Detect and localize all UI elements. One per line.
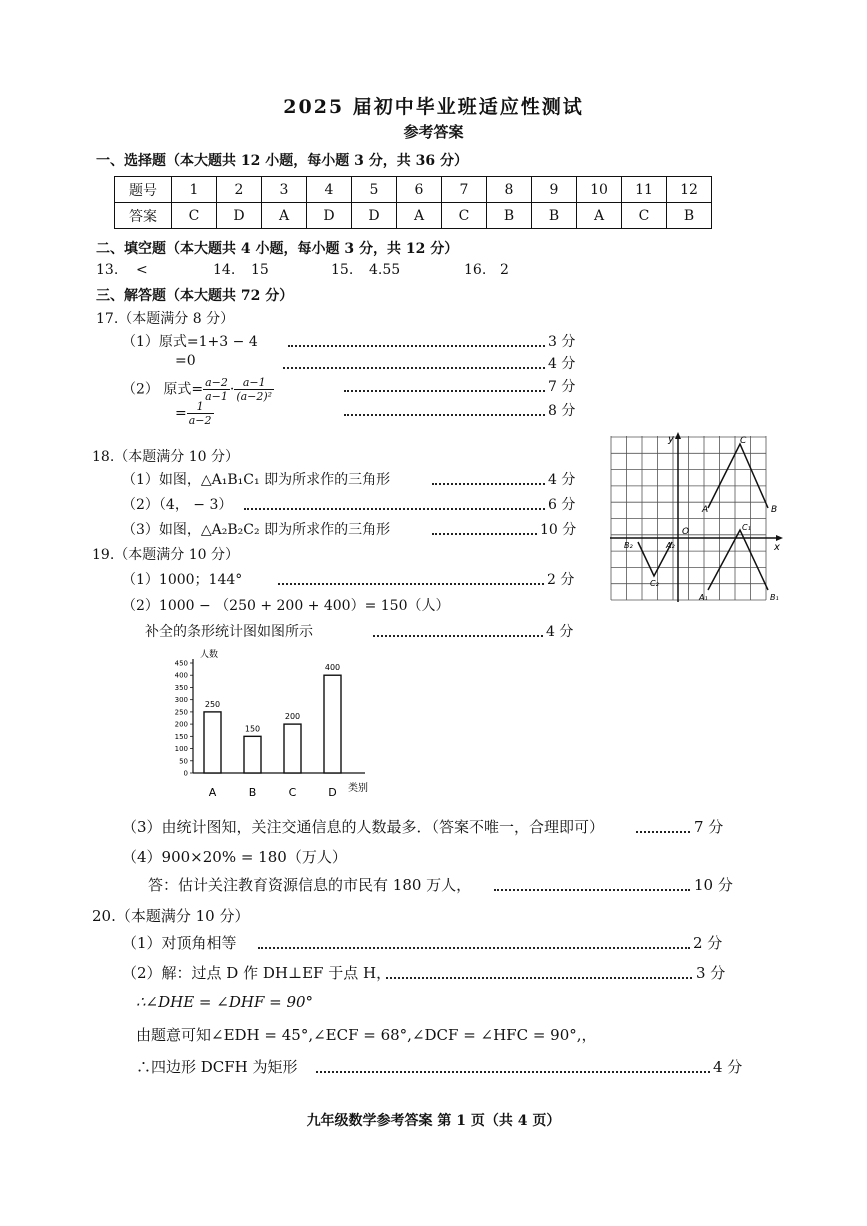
page-footer: 九年级数学参考答案 第 1 页（共 4 页） [306, 1113, 561, 1129]
table-cell: 9 [532, 177, 577, 203]
point-b-label: B [771, 505, 778, 515]
table-cell: 7 [442, 177, 487, 203]
q19-part2b: 补全的条形统计图如图所示 [145, 624, 313, 640]
table-cell: A [262, 203, 307, 229]
x-axis-arrow [776, 535, 783, 541]
x-tick-label: C [288, 786, 297, 799]
q19-part2-score: 4 分 [546, 624, 574, 640]
fraction-numerator: 1 [187, 400, 214, 414]
y-tick-label: 350 [174, 683, 188, 692]
table-cell: 8 [487, 177, 532, 203]
y-tick-label: 250 [174, 708, 188, 717]
section-3-heading: 三、解答题（本大题共 72 分） [96, 288, 294, 304]
fill-item-14-answer: 15 [251, 262, 269, 278]
y-tick-label: 300 [174, 696, 188, 705]
dot-leader [258, 947, 690, 949]
answer-table-number-row [115, 177, 712, 203]
multiply-dot: · [229, 381, 235, 398]
q19-part4: （4）900×20% = 180（万人） [122, 848, 347, 866]
y-tick-label: 100 [174, 745, 188, 754]
q19-heading: 19.（本题满分 10 分） [92, 547, 239, 563]
bar-data-label: 150 [244, 724, 261, 734]
q17-heading: 17.（本题满分 8 分） [96, 311, 235, 327]
table-cell: 2 [217, 177, 262, 203]
q18-part3-score: 10 分 [540, 522, 577, 538]
table-cell: 6 [397, 177, 442, 203]
dot-leader [316, 1071, 710, 1073]
coordinate-grid-figure [608, 430, 786, 605]
fill-item-15-answer: 4.55 [369, 262, 401, 278]
point-c1-label: C₁ [742, 523, 751, 532]
fill-item-13-no: 13. [96, 262, 119, 278]
point-a-label: A [702, 505, 709, 515]
dot-leader [432, 533, 537, 535]
q20-line4: 由题意可知∠EDH = 45°,∠ECF = 68°,∠DCF = ∠HFC = 90°,， [136, 1026, 597, 1044]
fill-item-16-no: 16. [464, 262, 487, 278]
point-c2-label: C₂ [650, 579, 659, 588]
fill-item-15-no: 15. [331, 262, 354, 278]
dot-leader [288, 345, 545, 347]
bar-A [204, 712, 221, 773]
equals-sign: = [175, 405, 187, 422]
q20-part2: （2）解：过点 D 作 DH⊥EF 于点 H， [122, 964, 392, 982]
fill-item-13-answer: < [136, 262, 148, 278]
bar-data-label: 250 [204, 699, 221, 709]
q20-part2-score: 3 分 [696, 964, 726, 982]
table-cell: C [172, 203, 217, 229]
q18-part2-score: 6 分 [548, 497, 576, 513]
fraction [203, 376, 230, 403]
chart-x-label: 类别 [348, 783, 368, 794]
bar-C [284, 724, 301, 773]
y-tick-label: 200 [174, 720, 188, 729]
fraction-numerator: a−1 [234, 376, 274, 390]
q18-part2: （2）（4， − 3） [122, 497, 233, 513]
section-1-heading: 一、选择题（本大题共 12 小题，每小题 3 分，共 36 分） [96, 153, 468, 169]
q19-part4-score: 10 分 [694, 876, 733, 894]
table-cell: B [667, 203, 712, 229]
table-cell: D [352, 203, 397, 229]
page-subtitle: 参考答案 [403, 123, 464, 141]
dot-leader [432, 483, 545, 485]
y-tick-label: 450 [174, 659, 188, 668]
dot-leader [283, 367, 545, 369]
dot-leader [344, 414, 545, 416]
q17-part1: （1）原式=1+3 − 4 [122, 334, 258, 350]
x-tick-label: A [208, 786, 217, 799]
fraction [187, 400, 214, 427]
fill-item-16-answer: 2 [500, 262, 509, 278]
table-cell: D [307, 203, 352, 229]
q19-part3: （3）由统计图知，关注交通信息的人数最多．（答案不唯一，合理即可） [122, 818, 605, 836]
point-b2-label: B₂ [624, 541, 633, 550]
point-a1-label: A₁ [699, 593, 708, 602]
q17-part2 [122, 376, 274, 403]
table-cell: 12 [667, 177, 712, 203]
table-cell: B [532, 203, 577, 229]
q19-part1: （1）1000；144° [122, 572, 243, 588]
dot-leader [494, 889, 690, 891]
dot-leader [373, 635, 543, 637]
y-tick-label: 150 [174, 732, 188, 741]
y-tick-label: 50 [179, 757, 188, 766]
point-b1-label: B₁ [770, 593, 779, 602]
table-cell: A [577, 203, 622, 229]
q17-part2-score: 7 分 [548, 379, 576, 395]
q20-line5: ∴四边形 DCFH 为矩形 [136, 1058, 298, 1076]
dot-leader [278, 583, 544, 585]
table-cell: 10 [577, 177, 622, 203]
table-cell: C [622, 203, 667, 229]
dot-leader [386, 977, 692, 979]
table-cell: 4 [307, 177, 352, 203]
section-2-heading: 二、填空题（本大题共 4 小题，每小题 3 分，共 12 分） [96, 241, 459, 257]
q18-part3: （3）如图，△A₂B₂C₂ 即为所求作的三角形 [122, 522, 391, 538]
y-label: y [668, 434, 674, 445]
fraction-denominator: a−1 [205, 390, 228, 403]
q17-part1b-score: 4 分 [548, 356, 576, 372]
q19-part2: （2）1000 − （250 + 200 + 400）= 150（人） [122, 598, 450, 614]
answer-table-answer-row [115, 203, 712, 229]
q17-part2-label: （2） 原式= [122, 381, 204, 398]
dot-leader [344, 390, 545, 392]
point-a2-label: A₂ [666, 541, 675, 550]
q20-part1-score: 2 分 [693, 934, 723, 952]
q20-line3: ∴∠DHE = ∠DHF = 90° [136, 993, 314, 1011]
bar-data-label: 200 [284, 712, 301, 722]
table-cell: D [217, 203, 262, 229]
x-tick-label: B [248, 786, 257, 799]
q17-part1-score: 3 分 [548, 334, 576, 350]
dot-leader [636, 831, 690, 833]
table-cell: 3 [262, 177, 307, 203]
q20-line5-score: 4 分 [713, 1058, 743, 1076]
q20-heading: 20.（本题满分 10 分） [92, 907, 250, 925]
answer-table-header-no: 题号 [115, 177, 172, 203]
triangle-a1b1c1 [708, 530, 768, 590]
fraction-denominator: (a−2)² [236, 390, 273, 403]
y-tick-label: 0 [183, 769, 188, 778]
table-cell: B [487, 203, 532, 229]
y-tick-label: 400 [174, 671, 188, 680]
q18-part1: （1）如图，△A₁B₁C₁ 即为所求作的三角形 [122, 472, 391, 488]
table-cell: 1 [172, 177, 217, 203]
q17-part2b-score: 8 分 [548, 403, 576, 419]
bar-data-label: 400 [324, 663, 341, 673]
grid-lines [611, 436, 766, 600]
q20-part1: （1）对顶角相等 [122, 934, 237, 952]
fraction [234, 376, 274, 403]
table-cell: 11 [622, 177, 667, 203]
y-axis-arrow [675, 432, 681, 439]
table-cell: 5 [352, 177, 397, 203]
table-cell: C [442, 203, 487, 229]
origin-label: O [682, 527, 690, 537]
q18-part1-score: 4 分 [548, 472, 576, 488]
q17-part1b: =0 [175, 353, 196, 369]
answer-table-header-answer: 答案 [115, 203, 172, 229]
q19-part4b: 答：估计关注教育资源信息的市民有 180 万人， [148, 876, 472, 894]
x-tick-label: D [328, 786, 337, 799]
bar-chart [160, 645, 390, 805]
table-cell: A [397, 203, 442, 229]
chart-y-label: 人数 [200, 650, 219, 660]
bar-D [324, 675, 341, 773]
bar-B [244, 736, 261, 773]
page-title: 2025 届初中毕业班适应性测试 [283, 96, 584, 118]
fill-item-14-no: 14. [213, 262, 236, 278]
q18-heading: 18.（本题满分 10 分） [92, 449, 239, 465]
x-label: x [774, 542, 780, 553]
q17-part2b [175, 400, 214, 427]
fraction-numerator: a−2 [205, 376, 228, 389]
fraction-denominator: a−2 [188, 414, 212, 427]
point-c-label: C [740, 436, 747, 446]
answer-table [114, 176, 712, 229]
q19-part1-score: 2 分 [547, 572, 575, 588]
dot-leader [244, 508, 545, 510]
q19-part3-score: 7 分 [694, 818, 724, 836]
